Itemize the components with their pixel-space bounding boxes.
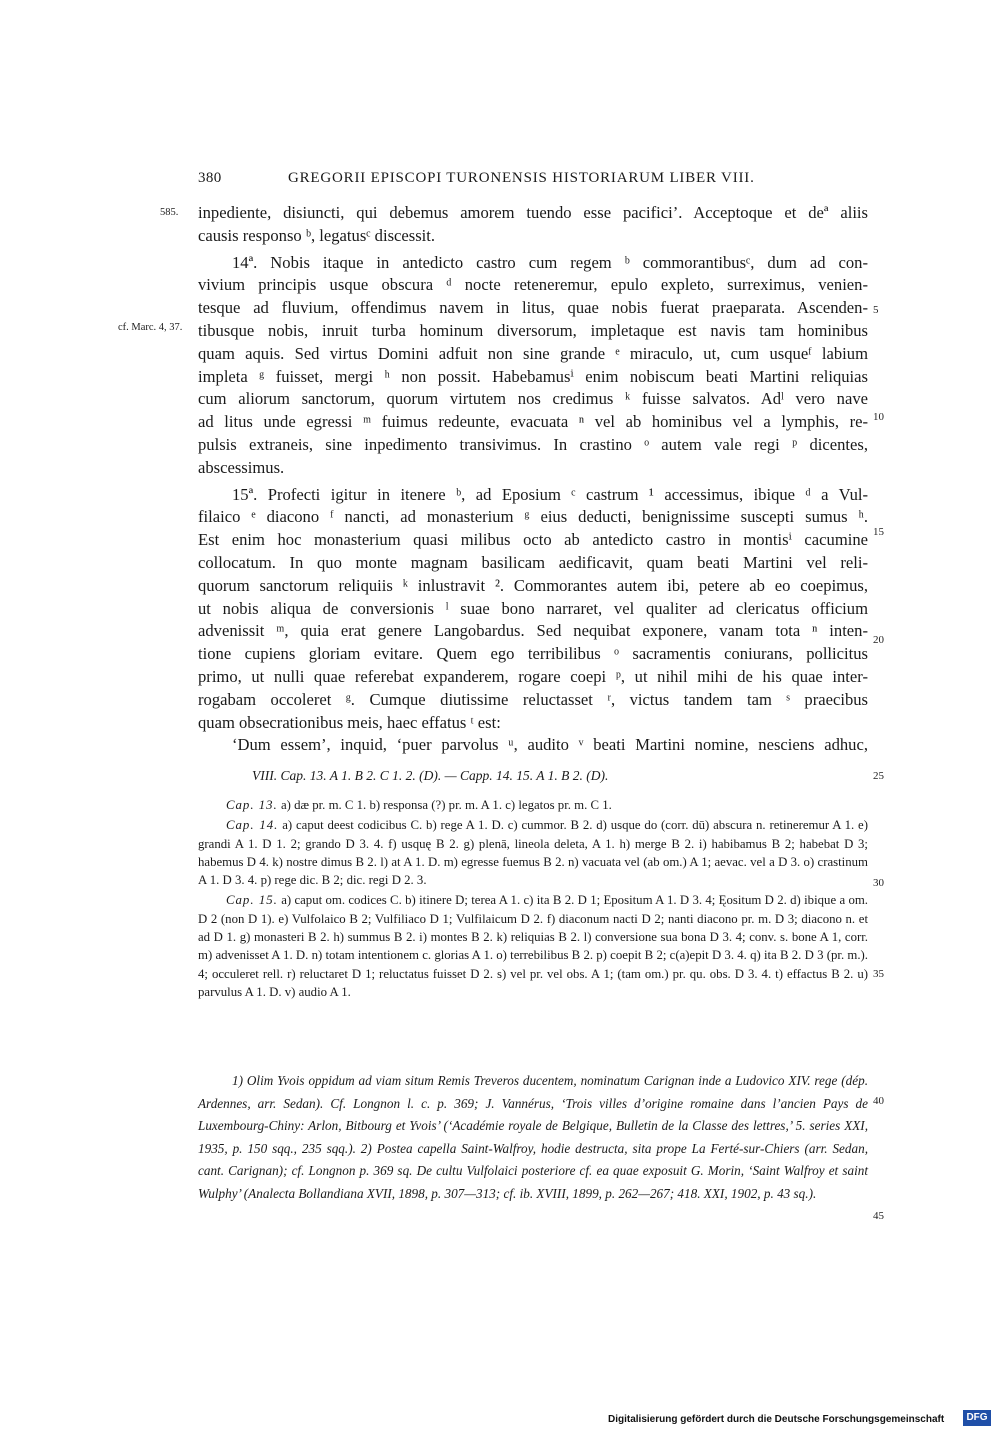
text-line: 15ª. Profecti igitur in itenere ᵇ, ad Eposium ᶜ castrum ¹ accessimus, ibique ᵈ a Vul-: [232, 484, 868, 504]
line-number-25: 25: [873, 770, 884, 782]
text-line: ad litus unde egressi ᵐ fuimus redeunte, evacuata ⁿ vel ab hominibus vel a lymphis, re-: [198, 412, 868, 432]
chapter-14: [198, 252, 868, 480]
text-line: quam obsecrationibus meis, haec effatus ᵗ est:: [198, 712, 501, 732]
running-head: GREGORII EPISCOPI TURONENSIS HISTORIARUM LIBER VIII.: [288, 170, 755, 186]
text-line: tione cupiens gloriam evitare. Quem ego terribilibus ᵒ sacramentis coniurans, pollicitus: [198, 644, 868, 664]
text-line: rogabam occoleret ᵍ. Cumque diutissime reluctasset ʳ, victus tandem tam ˢ praecibus: [198, 689, 868, 709]
line-number-20: 20: [873, 634, 884, 646]
apparatus-summary: VIII. Cap. 13. A 1. B 2. C 1. 2. (D). — Capp. 14. 15. A 1. B 2. (D).: [252, 768, 609, 783]
apparatus-label: Cap. 13.: [226, 798, 278, 812]
text-line: vivium principis usque obscura ᵈ nocte reteneremur, epulo expleto, surreximus, venien-: [198, 275, 868, 295]
apparatus-entries: a) dæ pr. m. C 1. b) responsa (?) pr. m. A 1. c) legatos pr. m. C 1.: [280, 798, 612, 812]
text-line: quorum sanctorum reliquiis ᵏ inlustravit ². Commorantes autem ibi, petere ab eo coepimus,: [198, 575, 868, 595]
text-line: collocatum. In quo monte magnam basilicam aedificavit, quam beati Martini vel reli-: [198, 552, 868, 572]
text-line: impleta ᵍ fuisset, mergi ʰ non possit. Habebamusⁱ enim nobiscum beati Martini reliquias: [198, 366, 868, 386]
text-line: causis responso ᵇ, legatusᶜ discessit.: [198, 225, 436, 245]
apparatus-label: Cap. 15.: [226, 893, 278, 908]
text-line: primo, ut nulli quae referebat expanderem, rogare coepi ᵖ, ut nihil mihi de his quae inter-: [198, 666, 868, 686]
paragraph-continuation: [198, 202, 868, 248]
page-number: 380: [198, 170, 222, 186]
apparatus-cap-15: [198, 891, 868, 1001]
digitization-credit: Digitalisierung gefördert durch die Deutsche Forschungsgemeinschaft: [608, 1414, 945, 1425]
dfg-logo: DFG: [963, 1410, 991, 1426]
footnotes: [198, 1070, 868, 1206]
line-number-35: 35: [873, 968, 884, 980]
line-number-40: 40: [873, 1095, 884, 1107]
apparatus-cap-13: [198, 796, 868, 814]
text-line: ‘Dum essem’, inquid, ‘puer parvolus ᵘ, audito ᵛ beati Martini nomine, nesciens adhuc,: [232, 735, 868, 755]
text-line: pulsis extraneis, sine inpedimento transivimus. In crastino ᵒ autem vale regi ᵖ dicentes,: [198, 434, 868, 454]
text-line: inpediente, disiuncti, qui debemus amorem tuendo esse pacifici’. Acceptoque et deª aliis: [198, 203, 868, 222]
line-number-5: 5: [873, 304, 879, 316]
margin-year: 585.: [160, 207, 179, 218]
apparatus-cap-14: [198, 816, 868, 889]
line-number-10: 10: [873, 411, 884, 423]
line-number-30: 30: [873, 877, 884, 889]
chapter-15: [198, 484, 868, 735]
apparatus-label: Cap. 14.: [226, 818, 279, 833]
text-line: tesque ad fluvium, offendimus navem in litus, quae nobis fuerat praeparata. Ascenden-: [198, 298, 868, 318]
critical-apparatus: [198, 796, 868, 1003]
text-line: 14ª. Nobis itaque in antedicto castro cum regem ᵇ commorantibusᶜ, dum ad con-: [232, 252, 868, 272]
text-line: tibusque nobis, inruit turba hominum diversorum, impletaque est navis tam hominibus: [198, 320, 868, 340]
margin-crossref: cf. Marc. 4, 37.: [118, 322, 183, 333]
text-line: quam aquis. Sed virtus Domini adfuit non sine grande ᵉ miraculo, ut, cum usqueᶠ labium: [198, 343, 868, 363]
text-line: abscessimus.: [198, 457, 285, 477]
line-number-15: 15: [873, 526, 884, 538]
text-line: Est enim hoc monasterium quasi milibus octo ab antedicto castro in montisⁱ cacumine: [198, 530, 868, 550]
footnote-text: 1) Olim Yvois oppidum ad viam situm Remis Treveros ducentem, nominatum Carignan inde a Ludovico XIV. rege (dép. Ardennes, arr. Sedan). Cf. Longnon l. c. p. 369; J. Vannérus, ‘Trois villes d’origine romaine dans l’ancien Pays de Luxembourg-Chiny: Arlon, Bitbourg et Yvois’ (‘Académie royale de Belgique, Bulletin de la Classe des lettres,’ 5. series XXI, 1935, p. 150 sqq., 235 sqq.). 2) Postea capella Saint-Walfroy, hodie destructa, sita prope La Ferté-sur-Chiers (arr. Sedan, cant. Carignan); cf. Longnon p. 369 sq. De cultu Vulfolaici posteriore cf. ea quae exposuit G. Morin, ‘Saint Walfroy et saint Wulphy’ (Analecta Bollandiana XVII, 1898, p. 307—313; cf. ib. XVIII, 1899, p. 262—267; 418. XXI, 1902, p. 43 sq.).: [198, 1073, 868, 1201]
text-line: ut nobis aliqua de conversionis ˡ suae bono narraret, vel qualiter ad clericatus officium: [198, 598, 868, 618]
apparatus-entries: a) caput deest codicibus C. b) rege A 1. D. c) cummor. B 2. d) usque do (corr. dū) abscura n. retineremur A 1. e) grandi A 1. D 1. 2; grando D 3. 4. f) usquę B 2. g) plenā, lineola deleta, A 1. h) merge B 2. i) habibamus B 2; habebat D 3; habemus D 4. k) nostre dimus B 2. l) at A 1. D. m) egresse fuemus B 2. n) vacuata vel (ab om.) A 1; aevac. vel a D 3. o) crastinum A 1. D 3. 4. p) rege dic. B 2; dic. regi D 2. 3.: [198, 818, 868, 888]
line-number-45: 45: [873, 1210, 884, 1222]
quote-paragraph: [198, 734, 868, 757]
main-text: [198, 202, 868, 757]
text-line: cum aliorum sanctorum, quorum virtutem nos credimus ᵏ fuisse salvatos. Adˡ vero nave: [198, 389, 868, 409]
text-line: filaico ᵉ diacono ᶠ nancti, ad monasterium ᵍ eius deducti, benignissime suscepti sumus ʰ.: [198, 507, 868, 527]
apparatus-entries: a) caput om. codices C. b) itinere D; terea A 1. c) ita B 2. D 1; Epositum A 1. D 3. 4; Ęositum D 2. d) ibique a om. D 2 (non D 1). e) Vulfolaico B 2; Vulfiliaco D 1; Vulfilaicum D 2. f) diaconum nacti D 2; nanti diacono pr. m. D 3; diacono n. et ad D 1. g) monasteri B 2. h) summus B 2. i) montes B 2. k) reliquias B 2. l) conversione sua bona D 3. 4; conv. s. bone A 1, corr. m) advenisset A 1. D. n) totam intentionem c. glorias A 1. o) terrebilibus B 2. p) coepit B 2; c(a)epit D 3. 4. q) ita B 2. D 3 (pr. m.). 4; occuleret rell. r) reluctaret D 1; reluctatus fuisset D 2. s) vel pr. vel obs. A 1; (tam om.) pr. qu. obs. D 3. 4. t) effactus B 2. u) parvulus A 1. D. v) audio A 1.: [198, 893, 868, 999]
text-line: advenissit ᵐ, quia erat genere Langobardus. Sed nequibat exponere, vanam tota ⁿ inten-: [198, 621, 868, 641]
